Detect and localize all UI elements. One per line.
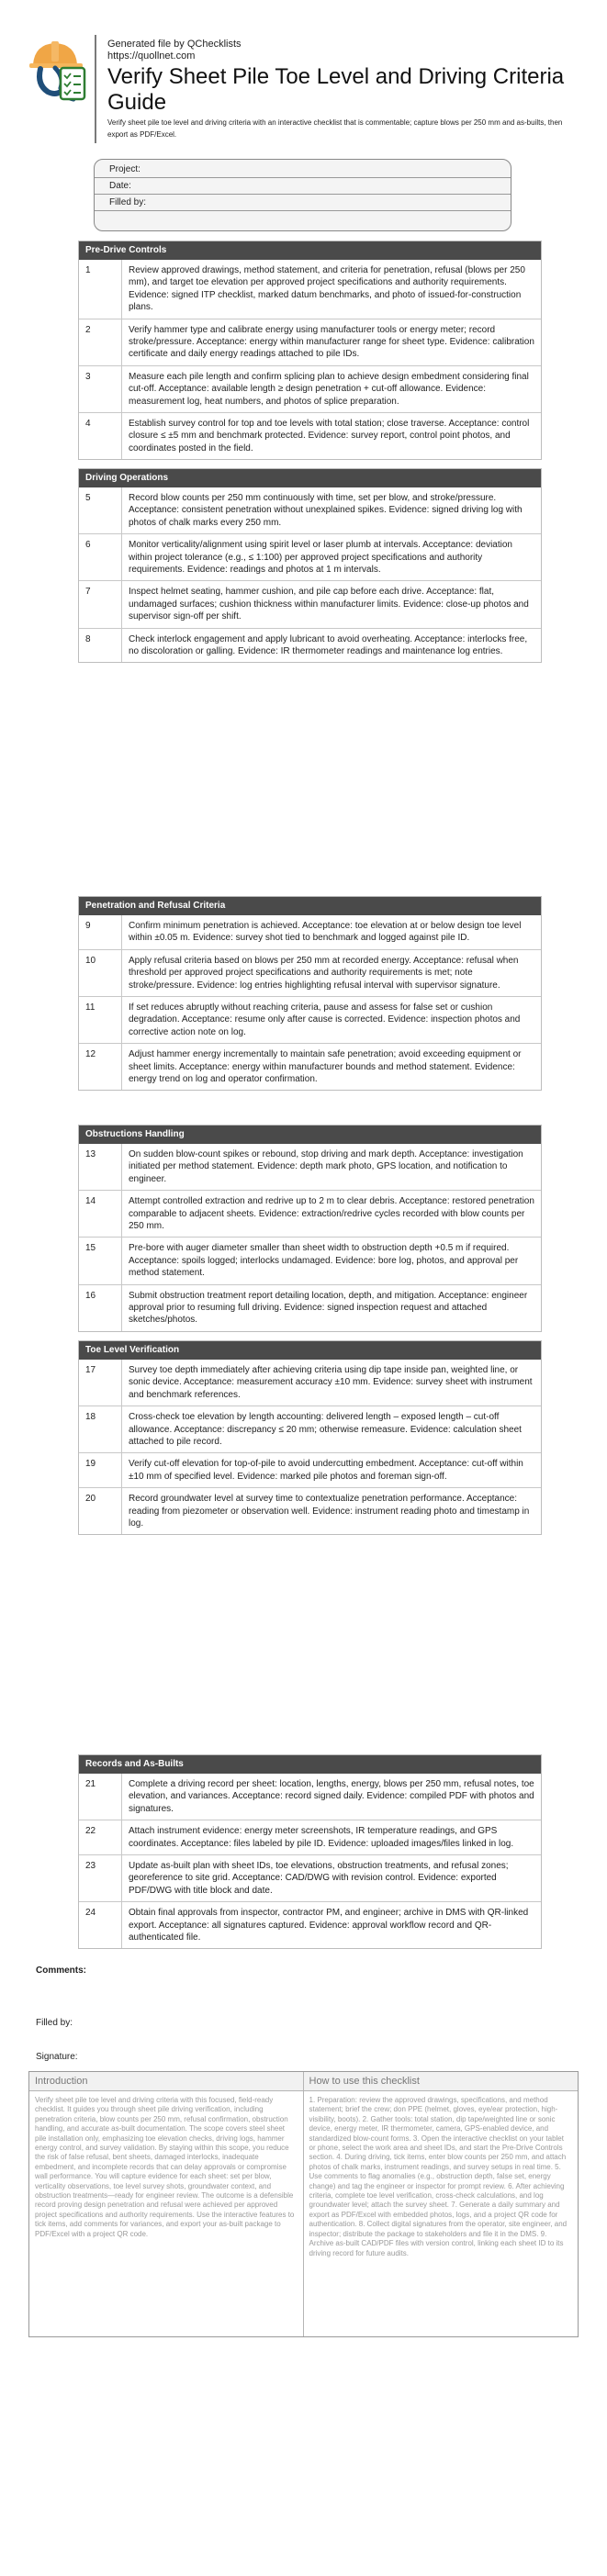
checklist-row[interactable] (79, 1237, 541, 1283)
item-text: Record blow counts per 250 mm continuously with time, set per blow, and stroke/pressure. Acceptance: consistent penetration without unexplained spikes. Evidence: signed driving log with photos of chalk marks every 250 mm. (129, 493, 523, 528)
checklist-row[interactable] (79, 412, 541, 459)
item-number: 12 (79, 1044, 122, 1090)
item-number: 9 (79, 915, 122, 949)
item-number: 13 (79, 1144, 122, 1190)
item-number: 2 (79, 319, 122, 365)
date-field[interactable] (95, 178, 511, 195)
checklist-row[interactable] (79, 1190, 541, 1237)
section-heading: Pre-Drive Controls (79, 241, 541, 260)
item-text: Verify hammer type and calibrate energy using manufacturer tools or energy meter; record stroke/pressure. Acceptance: energy within manufacturer range for sheet type. Evidence: calibration certificate and daily energy readings attached to pile IDs. (129, 324, 534, 360)
item-number: 3 (79, 366, 122, 412)
project-field[interactable] (95, 162, 511, 178)
item-number: 6 (79, 534, 122, 580)
checklist-row[interactable] (79, 628, 541, 663)
item-text: Monitor verticality/alignment using spirit level or laser plumb at intervals. Acceptance: deviation within project tolerance (e.g., ≤ 1:100) per approved project specifications and authority requirements. Evidence: readings and photos at 1 m intervals. (129, 540, 512, 576)
section-heading: Records and As-Builts (79, 1755, 541, 1774)
signature-label: Signature: (36, 2052, 78, 2062)
item-text: Obtain final approvals from inspector, contractor PM, and engineer; archive in DMS with QR-linked export. Acceptance: all signatures captured. Evidence: approval workflow record and QR-authenticated file. (129, 1908, 529, 1943)
item-number: 10 (79, 950, 122, 996)
introduction-text: Verify sheet pile toe level and driving criteria with this focused, field-ready checklist. It guides you through sheet pile driving verification, including penetration criteria, blow counts per 250 mm, refusal confirmation, obstruction handling, and accurate as-built documentation. The scope covers steel sheet pile installation only, emphasizing toe elevation checks, driving logs, hammer energy control, and survey validation. By staying within this scope, you reduce the risk of false refusal, bent sheets, damaged interlocks, inadequate embedment, and incomplete records that can delay approvals or compromise wall performance. You will capture evidence for each sheet: set per blow, verticality observations, toe level survey shots, groundwater context, and obstruction treatments—ready for engineer review. The outcome is a defensible record proving design penetration and refusal were achieved per approved project specifications and authority requirements. Use the interactive features to tick items, add comments for variances, and export your as-built package to PDF/Excel with a project QR code. (35, 2096, 295, 2238)
checklist-row[interactable] (79, 1360, 541, 1406)
item-text: Survey toe depth immediately after achieving criteria using dip tape inside pan, weighted line, or sonic device. Acceptance: measurement accuracy ±10 mm. Evidence: survey sheet with instrument and benchmark references. (129, 1365, 533, 1400)
section-toe-level-verification (78, 1340, 542, 1535)
item-number: 20 (79, 1488, 122, 1534)
checklist-row[interactable] (79, 487, 541, 533)
section-heading: Driving Operations (79, 469, 541, 487)
header-divider (95, 35, 96, 143)
comments-label: Comments: (36, 1966, 87, 1976)
checklist-row[interactable] (79, 580, 541, 627)
checklist-row[interactable] (79, 260, 541, 319)
checklist-row[interactable] (79, 365, 541, 412)
hardhat-checklist-logo-icon (28, 40, 94, 106)
page-subtitle: Verify sheet pile toe level and driving criteria with an interactive checklist that is commentable; capture blows per 250 mm and as-builts, then export as PDF/Excel. (107, 118, 563, 139)
introduction-column (29, 2072, 304, 2336)
item-text: On sudden blow-count spikes or rebound, stop driving and mark depth. Acceptance: investigation initiated per method statement. Evidence: depth mark photo, GPS location, and notification to engineer. (129, 1149, 523, 1184)
intro-table (28, 2071, 579, 2337)
checklist-row[interactable] (79, 1043, 541, 1090)
item-number: 14 (79, 1191, 122, 1237)
date-label: Date: (109, 181, 131, 191)
item-text: Complete a driving record per sheet: location, lengths, energy, blows per 250 mm, refusal notes, toe elevation, and variances. Acceptance: record signed daily. Evidence: compiled PDF with photos and signatures. (129, 1779, 534, 1814)
item-text: Record groundwater level at survey time to contextualize penetration performance. Acceptance: reading from piezometer or observation well. Evidence: instrument reading photo and timestamp in log. (129, 1494, 530, 1529)
checklist-row[interactable] (79, 1487, 541, 1534)
checklist-row[interactable] (79, 1820, 541, 1854)
item-number: 1 (79, 260, 122, 319)
checklist-row[interactable] (79, 1452, 541, 1487)
source-url-link[interactable]: https://quollnet.com (107, 50, 196, 62)
item-number: 19 (79, 1453, 122, 1487)
extra-field[interactable] (95, 211, 511, 228)
section-heading: Penetration and Refusal Criteria (79, 897, 541, 915)
checklist-row[interactable] (79, 1144, 541, 1190)
checklist-row[interactable] (79, 1901, 541, 1948)
item-text: Confirm minimum penetration is achieved. Acceptance: toe elevation at or below design toe level within ±0.05 m. Evidence: survey shot tied to benchmark and logged against pile ID. (129, 921, 522, 944)
item-text: Inspect helmet seating, hammer cushion, and pile cap before each drive. Acceptance: flat, undamaged surfaces; cushion thickness within manufacturer limits. Evidence: close-up photos and supervisor sign-off per shift. (129, 587, 529, 622)
item-number: 18 (79, 1406, 122, 1452)
checklist-row[interactable] (79, 1406, 541, 1452)
how-to-column (304, 2072, 579, 2336)
item-number: 11 (79, 997, 122, 1043)
item-number: 15 (79, 1238, 122, 1283)
project-label: Project: (109, 164, 141, 174)
item-number: 5 (79, 487, 122, 533)
checklist-row[interactable] (79, 996, 541, 1043)
document-header (0, 35, 607, 145)
section-pre-drive-controls (78, 241, 542, 460)
item-text: Review approved drawings, method statement, and criteria for penetration, refusal (blows per 250 mm), and target toe elevation per approved project specifications and authority requirements. Evidence: signed ITP checklist, marked datum benchmarks, and photo of issued-for-construction plans. (129, 265, 525, 313)
page-title: Verify Sheet Pile Toe Level and Driving Criteria Guide (107, 64, 565, 115)
item-text: Measure each pile length and confirm splicing plan to achieve design embedment considering final cut-off. Acceptance: available length ≥ design penetration + cut-off allowance. Evidence: measurement log, heat numbers, and photos of splice preparation. (129, 371, 529, 407)
section-heading: Obstructions Handling (79, 1126, 541, 1144)
project-info-box (94, 159, 511, 231)
header-text (107, 39, 585, 140)
section-records-as-builts (78, 1754, 542, 1949)
item-number: 16 (79, 1285, 122, 1331)
checklist-row[interactable] (79, 533, 541, 580)
section-driving-operations (78, 468, 542, 663)
checklist-row[interactable] (79, 1774, 541, 1820)
item-number: 24 (79, 1902, 122, 1948)
item-number: 7 (79, 581, 122, 627)
item-text: Update as-built plan with sheet IDs, toe elevations, obstruction treatments, and refusal zones; georeference to site grid. Acceptance: CAD/DWG with revision control. Evidence: exported PDF/DWG with title block and date. (129, 1861, 509, 1896)
checklist-row[interactable] (79, 1284, 541, 1331)
item-number: 23 (79, 1855, 122, 1901)
how-to-heading: How to use this checklist (304, 2072, 579, 2091)
item-number: 17 (79, 1360, 122, 1406)
section-obstructions-handling (78, 1125, 542, 1332)
item-text: Apply refusal criteria based on blows per 250 mm at recorded energy. Acceptance: refusal when threshold per approved project specifications and authority requirements is met; note stroke/pressure. Evidence: log entries highlighting refusal interval with supervisor signature. (129, 955, 519, 991)
item-text: Verify cut-off elevation for top-of-pile to avoid undercutting embedment. Acceptance: cut-off within ±10 mm of specified level. Evidence: marked pile photos and foreman sign-off. (129, 1459, 523, 1482)
item-number: 4 (79, 413, 122, 459)
checklist-row[interactable] (79, 1854, 541, 1901)
generated-by-text: Generated file by QChecklists (107, 39, 242, 50)
filled-by-label: Filled by: (109, 197, 147, 207)
section-heading: Toe Level Verification (79, 1341, 541, 1360)
item-text: Cross-check toe elevation by length accounting: delivered length – exposed length – cut-off allowance. Acceptance: discrepancy ≤ 20 mm; otherwise remeasure. Evidence: calculation sheet attached to pile record. (129, 1412, 522, 1448)
section-penetration-refusal (78, 896, 542, 1091)
filled-by-footer-label: Filled by: (36, 2018, 73, 2028)
filled-by-field[interactable] (95, 195, 511, 211)
how-to-text: 1. Preparation: review the approved drawings, specifications, and method statement; brief the crew; don PPE (helmet, gloves, eye/ear protection, high-visibility, boots). 2. Gather tools: total station, dip tape/weighted line or sonic device, energy meter, IR thermometer, camera, GPS-enabled device, and standardized blow-count forms. 3. Open the interactive checklist on your tablet or phone, select the work area and sheet IDs, and start the Pre-Drive Controls section. 4. During driving, tick items, enter blow counts per 250 mm, and attach photos of chalk marks, instrument readings, and survey setups in real time. 5. Use comments to flag anomalies (e.g., obstruction depth, false set, energy change) and tag the engineer or inspector for prompt review. 6. After achieving criteria, complete toe level verification, cross-check calculations, and log groundwater level; attach the survey sheet. 7. Generate a daily summary and export as PDF/Excel with embedded photos, logs, and a project QR code for authentication. 8. Collect digital signatures from the operator, site engineer, and inspector; distribute the package to stakeholders and file it in the DMS. 9. Archive as-built CAD/PDF files with version control, linking each sheet ID to its driving record for future audits. (309, 2096, 568, 2257)
item-text: If set reduces abruptly without reaching criteria, pause and assess for false set or cushion degradation. Acceptance: resume only after cause is corrected. Evidence: inspection photos and corrective action note on log. (129, 1002, 521, 1037)
item-text: Attempt controlled extraction and redrive up to 2 m to clear debris. Acceptance: restored penetration comparable to adjacent sheets. Evidence: extraction/redrive cycles recorded with blow counts per 250 mm. (129, 1196, 534, 1232)
item-text: Check interlock engagement and apply lubricant to avoid overheating. Acceptance: interlocks free, no discoloration or galling. Evidence: IR thermometer readings and maintenance log entries. (129, 633, 528, 657)
item-text: Submit obstruction treatment report detailing location, depth, and mitigation. Acceptance: engineer approval prior to resuming full driving. Evidence: signed inspection request and attached sketches/photos. (129, 1290, 528, 1326)
item-number: 21 (79, 1774, 122, 1820)
checklist-row[interactable] (79, 915, 541, 949)
checklist-row[interactable] (79, 319, 541, 365)
item-number: 22 (79, 1820, 122, 1854)
checklist-row[interactable] (79, 949, 541, 996)
introduction-heading: Introduction (29, 2072, 303, 2091)
item-text: Pre-bore with auger diameter smaller than sheet width to obstruction depth +0.5 m if required. Acceptance: spoils logged; interlocks undamaged. Evidence: bore log, photos, and approval per method statement. (129, 1243, 519, 1279)
item-text: Adjust hammer energy incrementally to maintain safe penetration; avoid exceeding equipment or sheet limits. Acceptance: energy within manufacturer bounds and method statement. Evidence: energy trend on log and operator confirmation. (129, 1049, 522, 1085)
item-number: 8 (79, 629, 122, 663)
item-text: Attach instrument evidence: energy meter screenshots, IR temperature readings, and GPS coordinates. Acceptance: files labeled by pile ID. Evidence: uploaded images/files linked in log. (129, 1826, 514, 1849)
item-text: Establish survey control for top and toe levels with total station; close traverse. Acceptance: control closure ≤ ±5 mm and benchmark protected. Evidence: survey report, control point photos, and coordinates posted in the field. (129, 419, 530, 454)
